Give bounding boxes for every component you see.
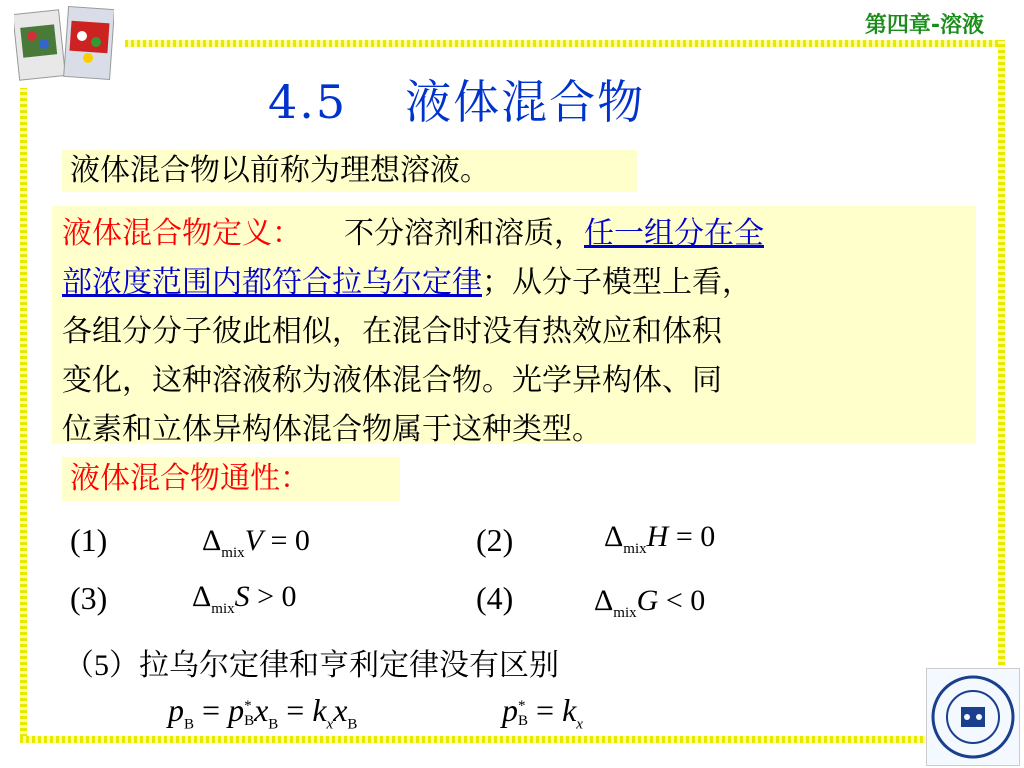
slide-title xyxy=(268,66,645,132)
raoult-link-line1[interactable]: 任一组分在全 xyxy=(584,216,764,251)
equation-mix-gibbs: $\Delta_{mix}G < 0$ xyxy=(594,584,706,621)
item-5 xyxy=(64,640,559,684)
definition-label: 液体混合物定义： xyxy=(62,216,302,251)
definition-part2: ；从分子模型上看， xyxy=(482,265,752,300)
decorative-border-bottom xyxy=(20,736,925,743)
decorative-border-left xyxy=(20,88,27,743)
book-covers-image xyxy=(14,4,114,84)
intro-text: 液体混合物以前称为理想溶液。 xyxy=(70,153,490,188)
pure-vapor-pressure-formula: p * B = $k_x$ xyxy=(502,692,583,733)
properties-heading: 液体混合物通性： xyxy=(70,461,310,496)
intro-box xyxy=(62,150,637,192)
decorative-border-right xyxy=(998,40,1005,665)
equation-mix-entropy: $\Delta_{mix}S > 0$ xyxy=(192,580,297,617)
item-label-5: （5） xyxy=(64,649,139,682)
item-label-4: (4) xyxy=(476,580,514,616)
equation-mix-volume: $\Delta_{mix}V = 0$ xyxy=(202,524,310,561)
properties-heading-box xyxy=(62,457,400,501)
item-label-3: (3) xyxy=(70,580,108,616)
section-number: 4.5 xyxy=(268,75,348,129)
equation-mix-enthalpy: $\Delta_{mix}H = 0$ xyxy=(604,520,716,557)
item-label-1: (1) xyxy=(70,522,108,558)
definition-line4: 变化，这种溶液称为液体混合物。光学异构体、同 xyxy=(62,363,722,398)
raoult-link-line2[interactable]: 部浓度范围内都符合拉乌尔定律 xyxy=(62,265,482,300)
raoult-henry-formula: $p_B = p$ * B $x_B = k_xx_B$ xyxy=(168,692,358,733)
item-label-2: (2) xyxy=(476,522,514,558)
item-5-text: 拉乌尔定律和亨利定律没有区别 xyxy=(139,648,559,683)
university-seal-logo xyxy=(926,668,1020,766)
definition-part1: 不分溶剂和溶质， xyxy=(344,216,584,251)
chapter-label: 第四章-溶液 xyxy=(864,13,984,38)
definition-line5: 位素和立体异构体混合物属于这种类型。 xyxy=(62,412,602,447)
definition-line3: 各组分分子彼此相似，在混合时没有热效应和体积 xyxy=(62,314,722,349)
decorative-border-top xyxy=(125,40,1005,47)
section-title: 液体混合物 xyxy=(405,75,646,129)
definition-box xyxy=(52,206,976,447)
